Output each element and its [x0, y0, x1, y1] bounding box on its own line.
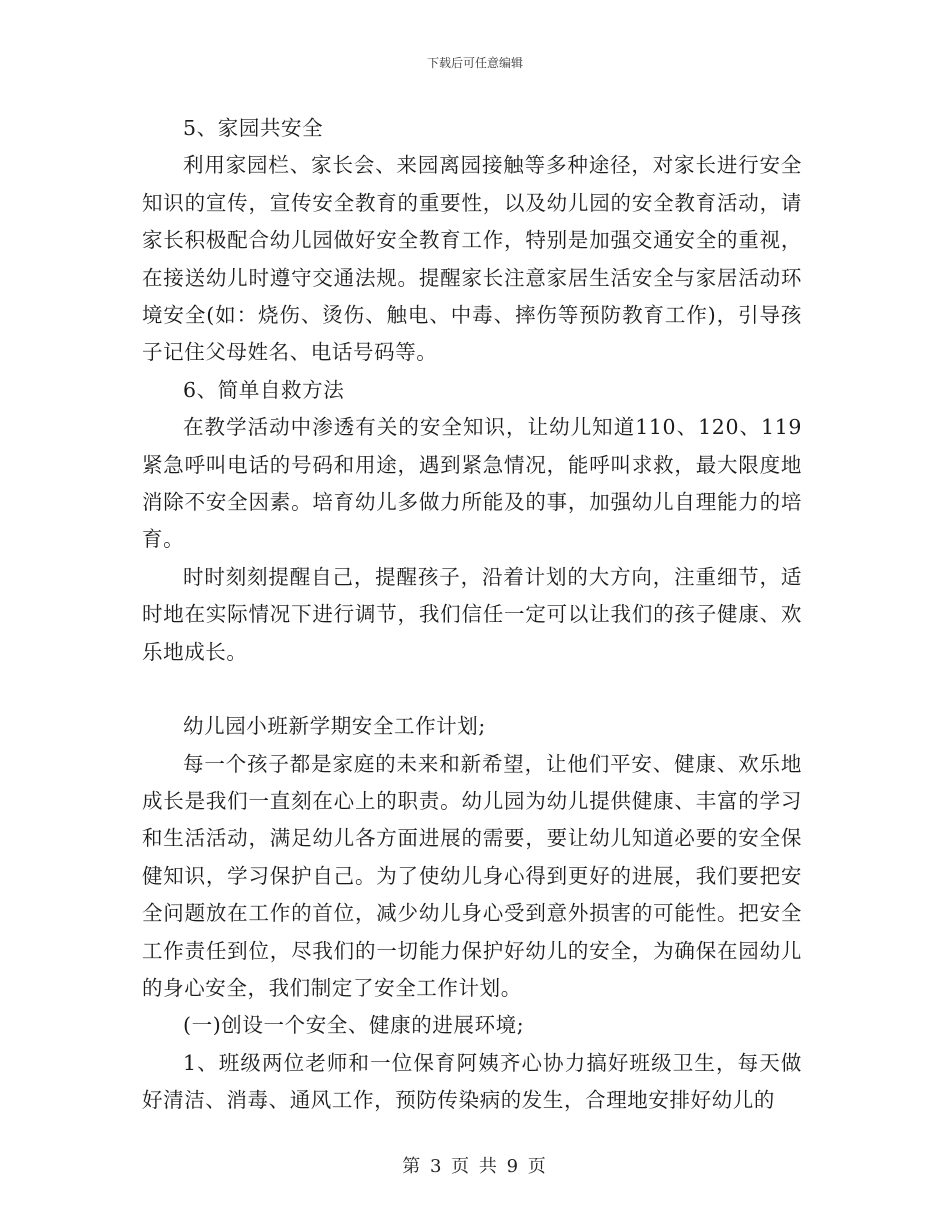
paragraph-gap [142, 671, 802, 708]
section-heading: 6、简单自救方法 [183, 377, 345, 402]
section-heading: (一)创设一个安全、健康的进展环境; [183, 1013, 525, 1038]
paragraph: 利用家园栏、家长会、来园离园接触等多种途径，对家长进行安全知识的宣传，宣传安全教育的重要性，以及幼儿园的安全教育活动，请家长积极配合幼儿园做好安全教育工作，特别是加强交通安全的重视，在接送幼儿时遵守交通法规。提醒家长注意家居生活安全与家居活动环境安全(如：烧伤、烫伤、触电、中毒、摔伤等预防教育工作)，引导孩子记住父母姓名、电话号码等。 [142, 153, 802, 365]
section-heading: 5、家园共安全 [183, 116, 324, 140]
document-body [142, 110, 802, 1120]
paragraph: 在教学活动中渗透有关的安全知识，让幼儿知道110、120、119紧急呼叫电话的号码和用途，遇到紧急情况，能呼叫求救，最大限度地消除不安全因素。培育幼儿多做力所能及的事，加强幼儿自理能力的培育。 [142, 415, 802, 552]
header-note: 下载后可任意编辑 [426, 56, 523, 70]
paragraph: 1、班级两位老师和一位保育阿姨齐心协力搞好班级卫生，每天做好清洁、消毒、通风工作，预防传染病的发生，合理地安排好幼儿的 [142, 1050, 802, 1113]
paragraph: 时时刻刻提醒自己，提醒孩子，沿着计划的大方向，注重细节，适时地在实际情况下进行调节，我们信任一定可以让我们的孩子健康、欢乐地成长。 [142, 564, 802, 664]
paragraph: 每一个孩子都是家庭的未来和新希望，让他们平安、健康、欢乐地成长是我们一直刻在心上的职责。幼儿园为幼儿提供健康、丰富的学习和生活活动，满足幼儿各方面进展的需要，要让幼儿知道必要的安全保健知识，学习保护自己。为了使幼儿身心得到更好的进展，我们要把安全问题放在工作的首位，减少幼儿身心受到意外损害的可能性。把安全工作责任到位，尽我们的一切能力保护好幼儿的安全，为确保在园幼儿的身心安全，我们制定了安全工作计划。 [142, 751, 802, 1000]
page-number: 第 3 页 共 9 页 [402, 1156, 548, 1177]
document-title: 幼儿园小班新学期安全工作计划; [183, 714, 486, 739]
